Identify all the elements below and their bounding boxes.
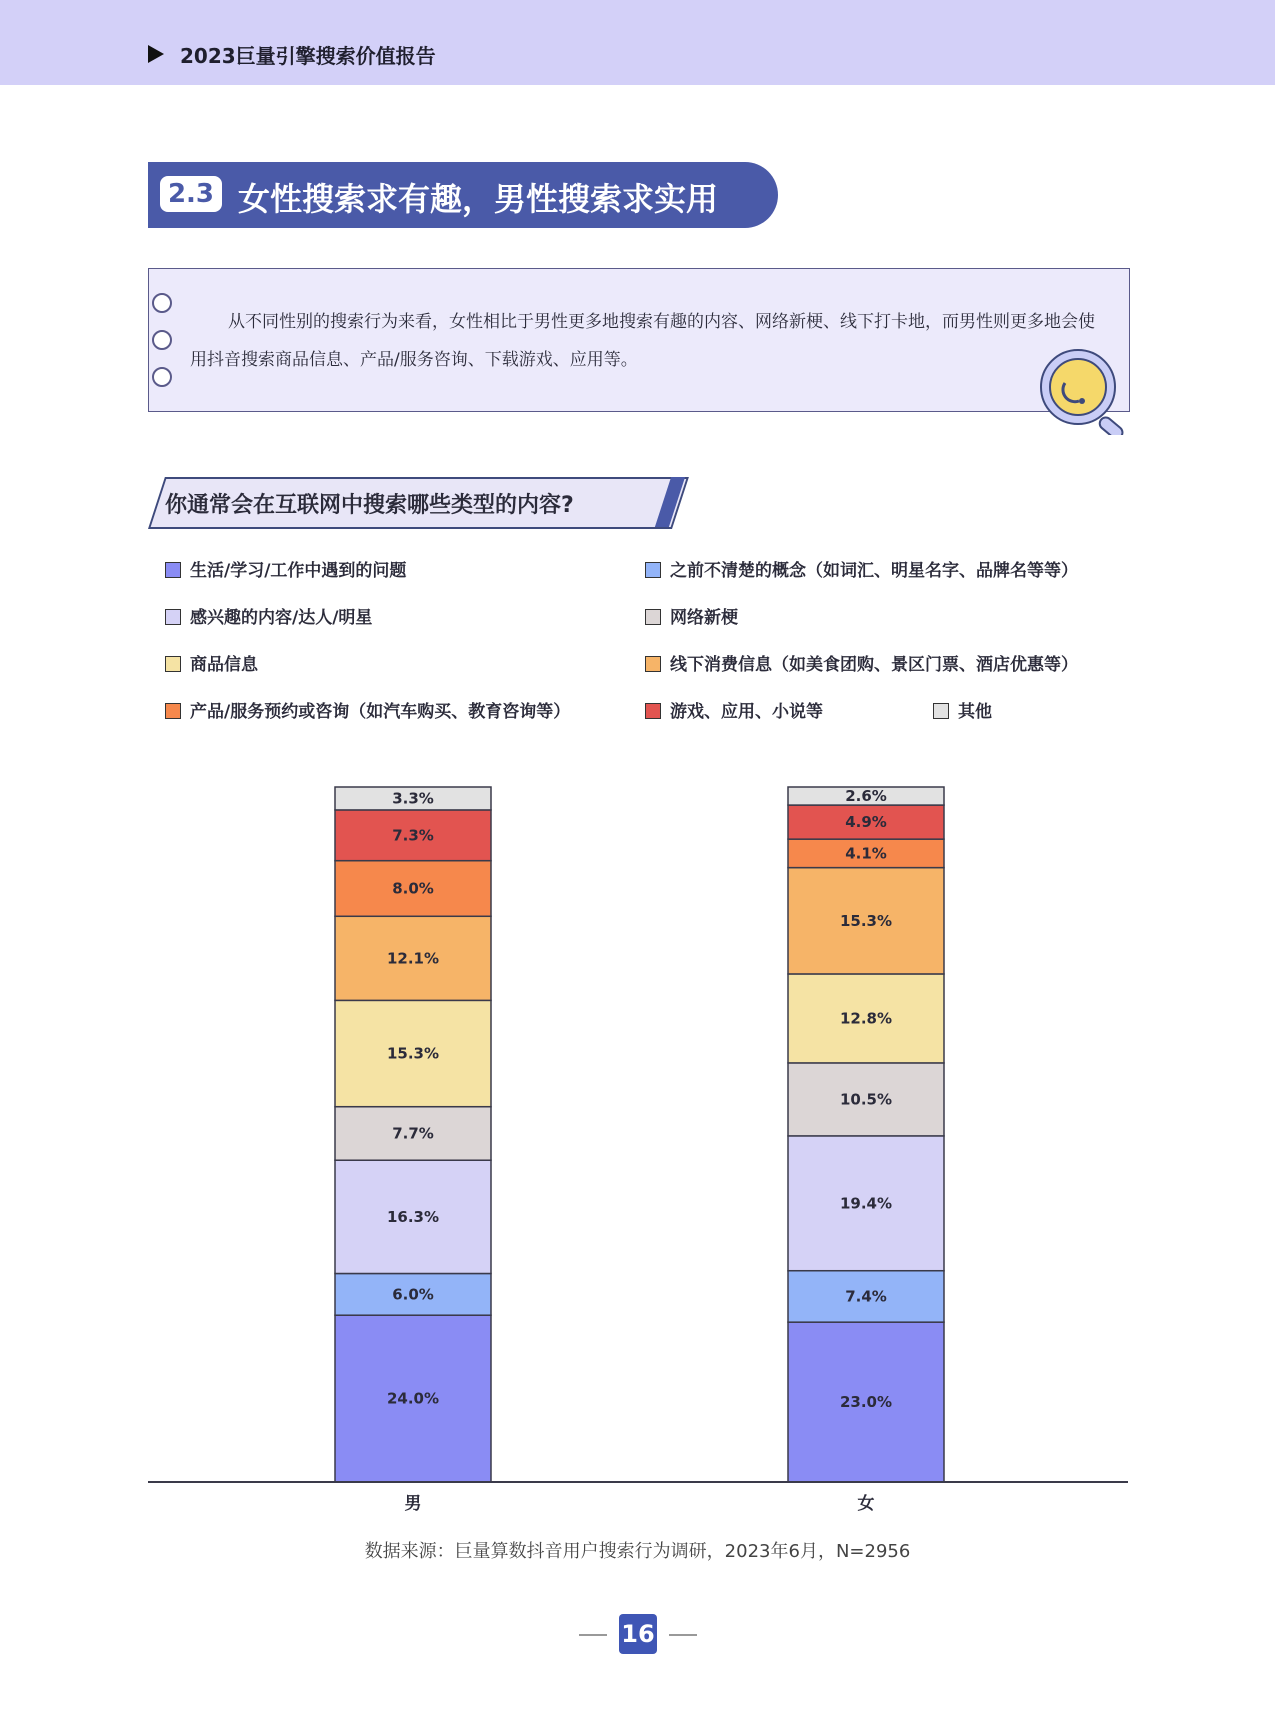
legend-label: 之前不清楚的概念（如词汇、明星名字、品牌名等等）	[670, 561, 1078, 581]
data-label: 6.0%	[392, 1285, 434, 1304]
report-title: 2023巨量引擎搜索价值报告	[180, 44, 436, 68]
summary-note-text: 从不同性别的搜索行为来看，女性相比于男性更多地搜索有趣的内容、网络新梗、线下打卡地，而男性则更多地会使用抖音搜索商品信息、产品/服务咨询、下载游戏、应用等。	[190, 312, 1095, 370]
data-label: 23.0%	[839, 1393, 893, 1412]
data-label: 4.1%	[845, 844, 887, 863]
x-tick-label: 女	[857, 1494, 875, 1514]
data-label: 12.1%	[386, 949, 440, 968]
data-source: 数据来源：巨量算数抖音用户搜索行为调研，2023年6月，N=2956	[364, 1541, 911, 1562]
legend-label: 游戏、应用、小说等	[670, 702, 823, 722]
data-label: 24.0%	[386, 1389, 440, 1408]
x-tick-label: 男	[404, 1494, 422, 1514]
page-number: 16	[619, 1614, 657, 1654]
legend-label: 产品/服务预约或咨询（如汽车购买、教育咨询等）	[190, 702, 571, 722]
data-label: 12.8%	[839, 1009, 893, 1028]
data-label: 15.3%	[839, 911, 893, 930]
section-title: 女性搜索求有趣，男性搜索求实用	[238, 180, 719, 218]
data-label: 2.6%	[845, 787, 887, 806]
data-label: 19.4%	[839, 1194, 893, 1213]
data-label: 7.7%	[392, 1124, 434, 1143]
data-label: 15.3%	[386, 1044, 440, 1063]
data-label: 7.4%	[845, 1287, 887, 1306]
chart-question: 你通常会在互联网中搜索哪些类型的内容?	[165, 493, 574, 518]
page-divider	[669, 1634, 697, 1636]
data-label: 10.5%	[839, 1090, 893, 1109]
legend-label: 线下消费信息（如美食团购、景区门票、酒店优惠等）	[670, 655, 1078, 675]
page-divider	[579, 1634, 607, 1636]
legend-label: 感兴趣的内容/达人/明星	[190, 608, 373, 628]
legend-label: 网络新梗	[670, 608, 738, 628]
data-label: 3.3%	[392, 789, 434, 808]
legend-label: 其他	[958, 702, 992, 722]
legend-label: 商品信息	[190, 655, 258, 675]
data-label: 4.9%	[845, 813, 887, 832]
legend-label: 生活/学习/工作中遇到的问题	[190, 561, 407, 581]
data-label: 16.3%	[386, 1207, 440, 1226]
data-label: 7.3%	[392, 826, 434, 845]
section-number: 2.3	[160, 176, 222, 212]
data-label: 8.0%	[392, 879, 434, 898]
